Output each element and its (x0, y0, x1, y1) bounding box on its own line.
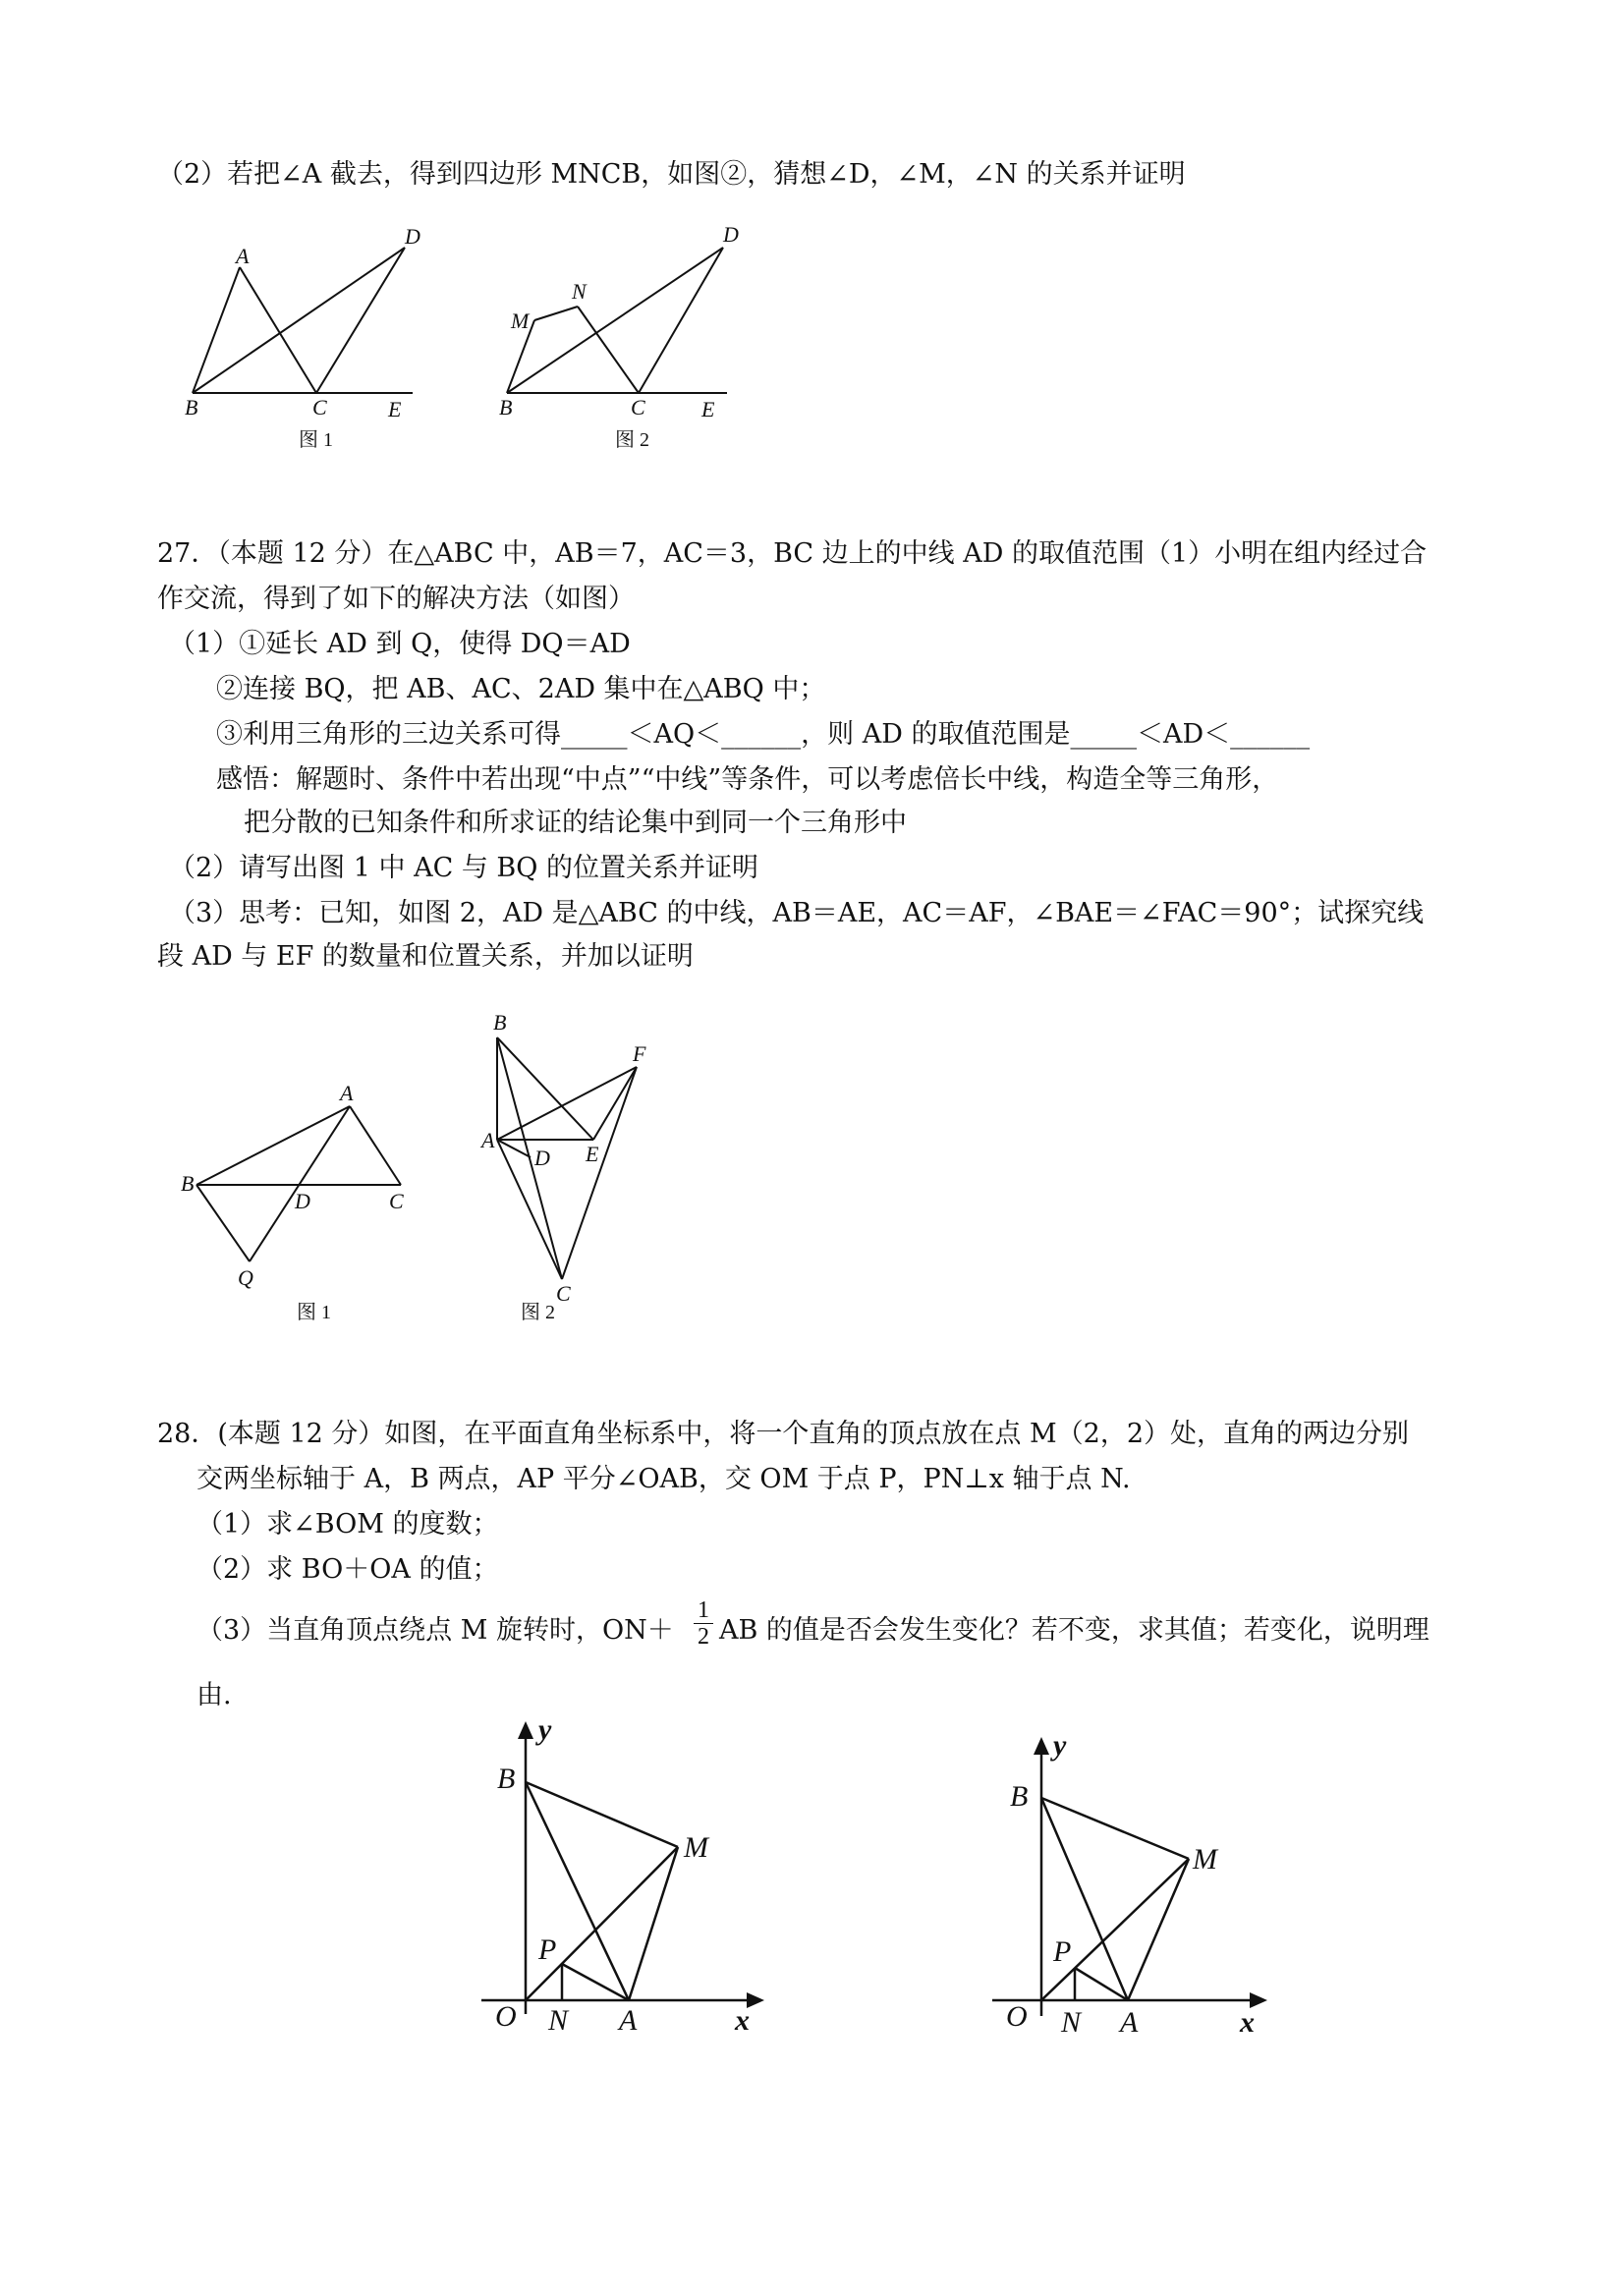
line-MN (534, 307, 578, 320)
label-E: E (701, 397, 715, 421)
label-M: M (1193, 1843, 1217, 1876)
label-O: O (495, 2000, 517, 2033)
label-M: M (511, 308, 530, 333)
q28-graph-left (472, 1709, 786, 2044)
line-BD (507, 248, 723, 393)
q27-insight2: 把分散的已知条件和所求证的结论集中到同一个三角形中 (244, 808, 907, 838)
label-Q: Q (238, 1265, 253, 1290)
label-C: C (312, 395, 327, 420)
label-D: D (405, 224, 420, 249)
label-E: E (388, 397, 402, 421)
line-FC (562, 1067, 637, 1279)
y-axis-arrow (518, 1721, 533, 1739)
label-E: E (586, 1142, 599, 1166)
axis-label-x: x (735, 2004, 750, 2037)
figure-caption: 图 1 (297, 1302, 331, 1323)
q27-part3b: 段 AD 与 EF 的数量和位置关系，并加以证明 (157, 941, 694, 972)
q27-part3a: （3）思考：已知，如图 2，AD 是△ABC 的中线，AB＝AE，AC＝AF，∠BAE＝∠FAC＝90°；试探究线 (169, 898, 1425, 928)
q27-insight1: 感悟：解题时、条件中若出现“中点”“中线”等条件，可以考虑倍长中线，构造全等三角形， (216, 764, 1279, 795)
label-A: A (619, 2004, 638, 2037)
q28-q1: （1）求∠BOM 的度数； (196, 1509, 499, 1540)
line-BA (193, 267, 240, 393)
line-OM (1041, 1859, 1189, 2000)
label-D: D (534, 1146, 550, 1170)
label-P: P (1053, 1935, 1072, 1968)
fraction-denominator: 2 (698, 1624, 709, 1651)
label-A: A (236, 244, 250, 268)
q28-line1: 28．(本题 12 分）如图，在平面直角坐标系中，将一个直角的顶点放在点 M（2，2）处，直角的两边分别 (157, 1419, 1409, 1449)
line-MA (1128, 1859, 1189, 2000)
label-C: C (556, 1281, 571, 1306)
q27-step2: ②连接 BQ，把 AB、AC、2AD 集中在△ABQ 中； (216, 674, 826, 704)
label-N: N (548, 2004, 569, 2037)
line-BQ (196, 1185, 250, 1261)
line-BD (193, 248, 405, 393)
label-N: N (572, 279, 587, 304)
q26-figure-1 (177, 216, 432, 462)
line-AC (350, 1106, 401, 1185)
label-F: F (633, 1041, 646, 1066)
label-M: M (684, 1831, 708, 1864)
label-D: D (723, 222, 739, 247)
label-B: B (185, 395, 198, 420)
label-C: C (631, 395, 645, 420)
line-CD (639, 248, 723, 393)
label-B: B (497, 1763, 516, 1795)
q27-step1: （1）①延长 AD 到 Q，使得 DQ＝AD (169, 629, 631, 659)
label-N: N (1061, 2006, 1082, 2039)
label-A: A (340, 1081, 354, 1105)
figure-caption: 图 2 (615, 429, 649, 451)
figure-caption: 图 1 (299, 429, 333, 451)
y-axis-arrow (1034, 1737, 1049, 1755)
label-B: B (1010, 1780, 1029, 1813)
label-D: D (295, 1189, 310, 1213)
line-BA (196, 1106, 350, 1185)
line-AP (562, 1964, 629, 2000)
q28-q3-pre: （3）当直角顶点绕点 M 旋转时，ON＋ (196, 1615, 674, 1646)
line-BM (526, 1782, 678, 1847)
line-CD (316, 248, 405, 393)
figure-caption: 图 2 (521, 1302, 555, 1323)
line-OM (526, 1847, 678, 2000)
label-O: O (1006, 2000, 1028, 2033)
label-B: B (493, 1010, 507, 1035)
label-B: B (499, 395, 513, 420)
label-A: A (481, 1128, 495, 1152)
axis-label-y: y (1053, 1729, 1067, 1762)
q28-graph-right (982, 1725, 1297, 2049)
q26-figure-2 (491, 216, 756, 462)
line-AC (240, 267, 316, 393)
q27-line2: 作交流，得到了如下的解决方法（如图） (157, 584, 635, 614)
label-A: A (1120, 2006, 1139, 2039)
q28-q3-end: 由. (196, 1680, 232, 1710)
q27-line1: 27．（本题 12 分）在△ABC 中，AB＝7，AC＝3，BC 边上的中线 AD 的取值范围（1）小明在组内经过合 (157, 538, 1427, 569)
q27-figure-2 (472, 1002, 688, 1336)
q28-line2: 交两坐标轴于 A，B 两点，AP 平分∠OAB，交 OM 于点 P，PN⊥x 轴于点 N. (196, 1464, 1131, 1494)
q27-part2: （2）请写出图 1 中 AC 与 BQ 的位置关系并证明 (169, 853, 758, 883)
q28-q2: （2）求 BO＋OA 的值； (196, 1554, 499, 1585)
line-NC (578, 307, 639, 393)
q28-q3-post: AB 的值是否会发生变化？若不变，求其值；若变化，说明理 (719, 1615, 1429, 1646)
fraction-one-half (694, 1597, 713, 1651)
q26-part2-text: （2）若把∠A 截去，得到四边形 MNCB，如图②，猜想∠D，∠M，∠N 的关系并证明 (157, 159, 1186, 190)
axis-label-y: y (538, 1713, 552, 1746)
label-C: C (389, 1189, 404, 1213)
line-BA (526, 1782, 629, 2000)
q27-step3: ③利用三角形的三边关系可得_____＜AQ＜______，则 AD 的取值范围是_____＜AD＜______ (216, 719, 1311, 750)
q27-figure-1 (177, 1081, 432, 1336)
label-P: P (538, 1933, 557, 1966)
axis-label-x: x (1240, 2006, 1255, 2039)
label-B: B (181, 1171, 195, 1196)
fraction-numerator: 1 (694, 1597, 713, 1624)
